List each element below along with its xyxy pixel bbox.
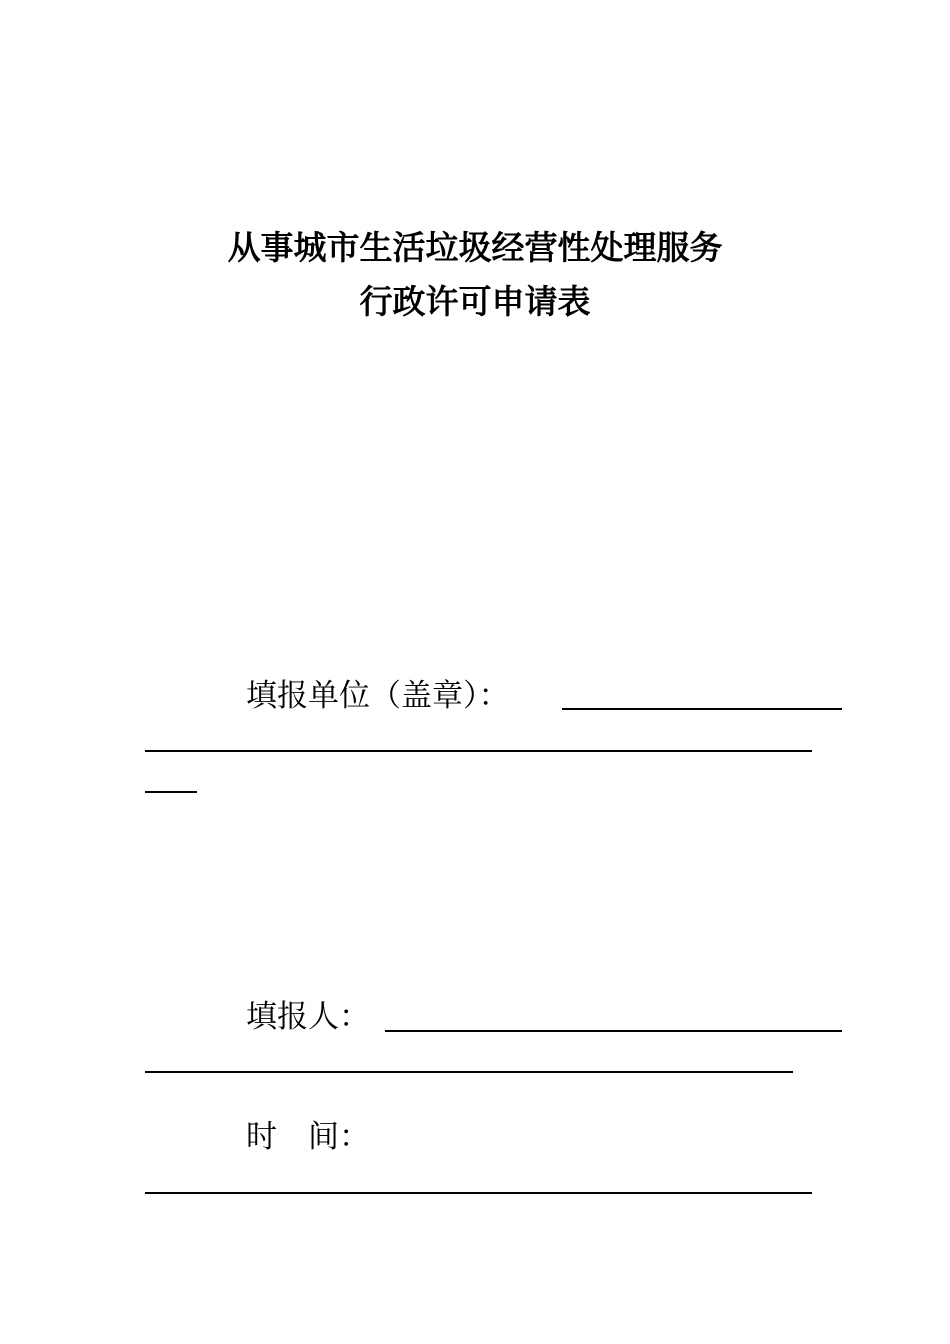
time-fill-line[interactable]: [145, 1192, 812, 1194]
person-fill-line-1[interactable]: [385, 1030, 842, 1032]
unit-fill-line-1[interactable]: [562, 708, 842, 710]
person-fill-line-2[interactable]: [145, 1071, 793, 1073]
person-label: 填报人：: [246, 999, 370, 1035]
document-title-line-2: 行政许可申请表: [359, 282, 591, 321]
time-label: 时 间：: [246, 1119, 370, 1155]
unit-fill-line-2[interactable]: [145, 750, 812, 752]
document-title-line-1: 从事城市生活垃圾经营性处理服务: [227, 228, 723, 267]
unit-fill-line-3[interactable]: [145, 791, 197, 793]
unit-label: 填报单位（盖章）：: [246, 678, 510, 714]
